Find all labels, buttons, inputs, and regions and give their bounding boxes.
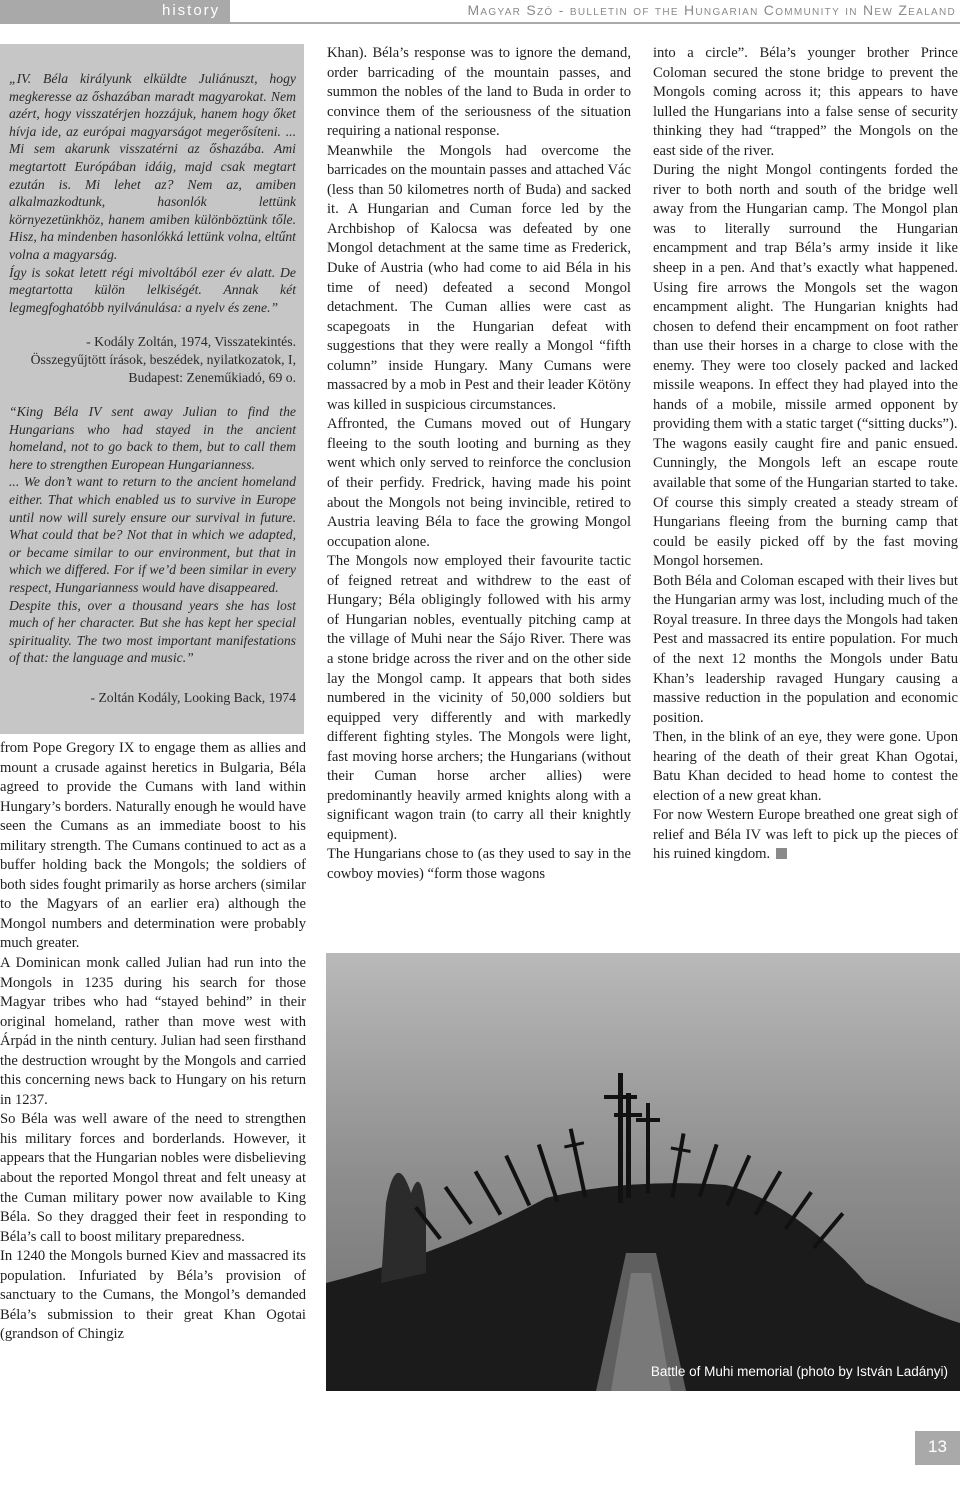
hu-quote-para-2: Így is sokat letett régi mivoltából ezer év alatt. De megtartotta külön lelkiségét. Annak két legmegfoghatóbb nyilvánulása: a nyelv és zene.” [9,264,296,315]
paragraph: Affronted, the Cumans moved out of Hungary fleeing to the south looting and burning as they went which only served to reinforce the conclusion of their perfidy. Fredrick, having made his point about the Mongols not being invincible, retired to Austria leaving Béla to face the growing Mongol occupation alone. [327,416,631,550]
paragraph: During the night Mongol contingents forded the river to both north and south of the bridge well away from the Hungarian camp. The Mongol plan was to literally surround the Hungarian encampment and trap Béla’s army inside it like sheep in a pen. And that’s exactly what happened. Using fire arrows the Mongols set the wagon encampment alight. The Hungarian knights had chosen to defend their encampment on foot rather than use their horses in a charge to close with the enemy. They were too closely packed and lacked missile weapons. In effect they had played into the hands of a mobile, missile armed opponent by providing them with a static target (“sitting ducks”). [653,162,958,433]
paragraph: In 1240 the Mongols burned Kiev and massacred its population. Infuriated by Béla’s provision of sanctuary to the Cumans, the Mongol’s demanded Béla’s submission to their great Khan Ogotai (grandson of Chingiz [0,1248,306,1343]
memorial-photo-image [326,953,960,1391]
publication-title: Magyar Szó - bulletin of the Hungarian Community in New Zealand [467,2,956,18]
hu-quote-para-1: „IV. Béla királyunk elküldte Juliánuszt, hogy megkeresse az őshazában maradt magyarokat. Nem azért, hogy visszatérjen hozzájuk, hanem hogy őket hívja ide, az európai magyarságot megerősíteni. ... Mi sem akarunk visszatérni az őshazába. Ami megtartott Európában idáig, majd csak megtart ezután is. Mi lehet az? Nem az, amiben alkalmazkodtunk, hasonlók lettünk környezetünkhöz, hanem amiben különböztünk tőle. Hisz, ha mindenben hasonlókká lettünk volna, eltűnt volna a magyarság. [9,71,296,262]
paragraph: Meanwhile the Mongols had overcome the barricades on the mountain passes and attached Vác (less than 50 kilometres north of Buda) and sacked it. A Hungarian and Cuman force led by the Archbishop of Kalocsa was defeated by one Mongol detachment at the same time as Frederick, Duke of Austria (who had come to aid Béla in his time of need) defeated a second Mongol detachment. The Cuman allies were cast as scapegoats in the Hungarian defeat with suggestions that they were really a Mongol “fifth column” inside Hungary. Many Cumans were massacred by a mob in Pest and their leader Kötöny was killed in suspicious circumstances. [327,142,631,413]
paragraph: Both Béla and Coloman escaped with their lives but the Hungarian army was lost, including much of the Royal treasure. In three days the Mongols had taken Pest and massacred its entire population. For much of the next 12 months the Mongols under Batu Khan’s leadership ravaged Hungary causing a massive reduction in the population and economic position. [653,572,958,726]
article-column-right [653,44,958,865]
hu-attribution-1: - Kodály Zoltán, 1974, Visszatekintés. [86,334,296,350]
paragraph: A Dominican monk called Julian had run into the Mongols in 1235 during his search for those Magyar tribes who had “stayed behind” in their original homeland, rather than move west with Árpád in the ninth century. Julian had seen firsthand the destruction wrought by the Mongols and carried this concerning news back to Hungary on his return in 1237. [0,955,306,1108]
en-quote-para-2: ... We don’t want to return to the ancient homeland either. That which enabled us to survive in Europe until now will surely ensure our survival in future. What could that be? Not that in which we adapted, or became similar to our environment, but that in which we differed. For if we’d been similar in every respect, Hungarianness would have disappeared. [9,474,296,596]
en-attribution: - Zoltán Kodály, Looking Back, 1974 [90,690,296,705]
paragraph: So Béla was well aware of the need to strengthen his military forces and borderlands. However, it appears that the Hungarian nobles were disbelieving about the reported Mongol threat and felt uneasy at the Cuman military power now available to King Béla. So they dragged their feet in responding to Béla’s call to boost military preparedness. [0,1111,306,1245]
header-rule [230,22,960,24]
article-column-left [0,739,306,1345]
memorial-photo [326,953,960,1391]
section-tab [0,0,230,24]
paragraph: from Pope Gregory IX to engage them as allies and mount a crusade against heretics in Bulgaria, Béla agreed to provide the Cumans with land within Hungary’s borders. Naturally enough he would have seen the Cumans as an immediate boost to his military strength. The Cumans continued to act as a buffer holding back the Mongols; the soldiers of both sides fought primarily as horse archers (similar to the Magyars of an earlier era) although the Mongol numbers and determination were probably much greater. [0,740,306,952]
en-quote-para-1: “King Béla IV sent away Julian to find the Hungarians who had stayed in the ancient homeland, not to go back to them, but to call them here to strengthen European Hungarianness. [9,404,296,472]
hu-attribution-2: Összegyűjtött írások, beszédek, nyilatkozatok, I, [30,351,296,367]
photo-caption: Battle of Muhi memorial (photo by István Ladányi) [650,1364,948,1379]
page-number-box [915,1431,960,1465]
paragraph: The Mongols now employed their favourite tactic of feigned retreat and withdrew to the east of Hungary; Béla obligingly followed with his army of Hungarian nobles, eventually pitching camp at the village of Muhi near the Sájo River. There was a stone bridge across the river and on the other side lay the Mongol camp. It appears that both sides numbered in the vicinity of 50,000 soldiers but equipped very differently and with markedly different fighting styles. The Mongols were light, fast moving horse archers; the Hungarians (without their Cuman horse archer allies) were predominantly heavily armed knights along with a significant wagon train (to carry all their knightly equipment). [327,553,631,843]
page-number: 13 [928,1437,947,1456]
paragraph [653,806,958,865]
section-label: history [162,2,221,19]
paragraph: The wagons easily caught fire and panic ensued. Cunningly, the Mongols left an escape route available that some of the Hungarian started to take. Of course this simply created a steady stream of Hungarians fleeing from the burning camp that could be easily picked off by the fast moving Mongol horsemen. [653,435,958,570]
en-quote-para-3: Despite this, over a thousand years she has lost much of her character. But she has kept her special spirituality. The two most important manifestations of that: the language and music.” [9,597,296,666]
paragraph: into a circle”. Béla’s younger brother Prince Coloman secured the stone bridge to prevent the Mongols coming across it; this appears to have lulled the Hungarians into a false sense of security thinking they had “trapped” the Mongols on the east side of the river. [653,45,958,159]
paragraph: Then, in the blink of an eye, they were gone. Upon hearing of the death of their great Khan Ogotai, Batu Khan decided to head home to contest the election of a new great khan. [653,729,958,804]
article-column-middle [327,44,631,885]
end-of-article-mark [776,848,787,859]
paragraph: Khan). Béla’s response was to ignore the demand, order barricading of the mountain passes, and summon the nobles of the land to Buda in order to convince them of the seriousness of the situation requiring a national response. [327,45,631,140]
quote-box [0,44,304,734]
page-header [0,0,960,24]
final-paragraph-text: For now Western Europe breathed one great sigh of relief and Béla IV was left to pick up the pieces of his ruined kingdom. [653,807,958,863]
paragraph: The Hungarians chose to (as they used to say in the cowboy movies) “form those wagons [327,846,631,882]
quote-text [9,70,296,707]
hu-attribution-3: Budapest: Zeneműkiadó, 69 o. [128,369,296,385]
